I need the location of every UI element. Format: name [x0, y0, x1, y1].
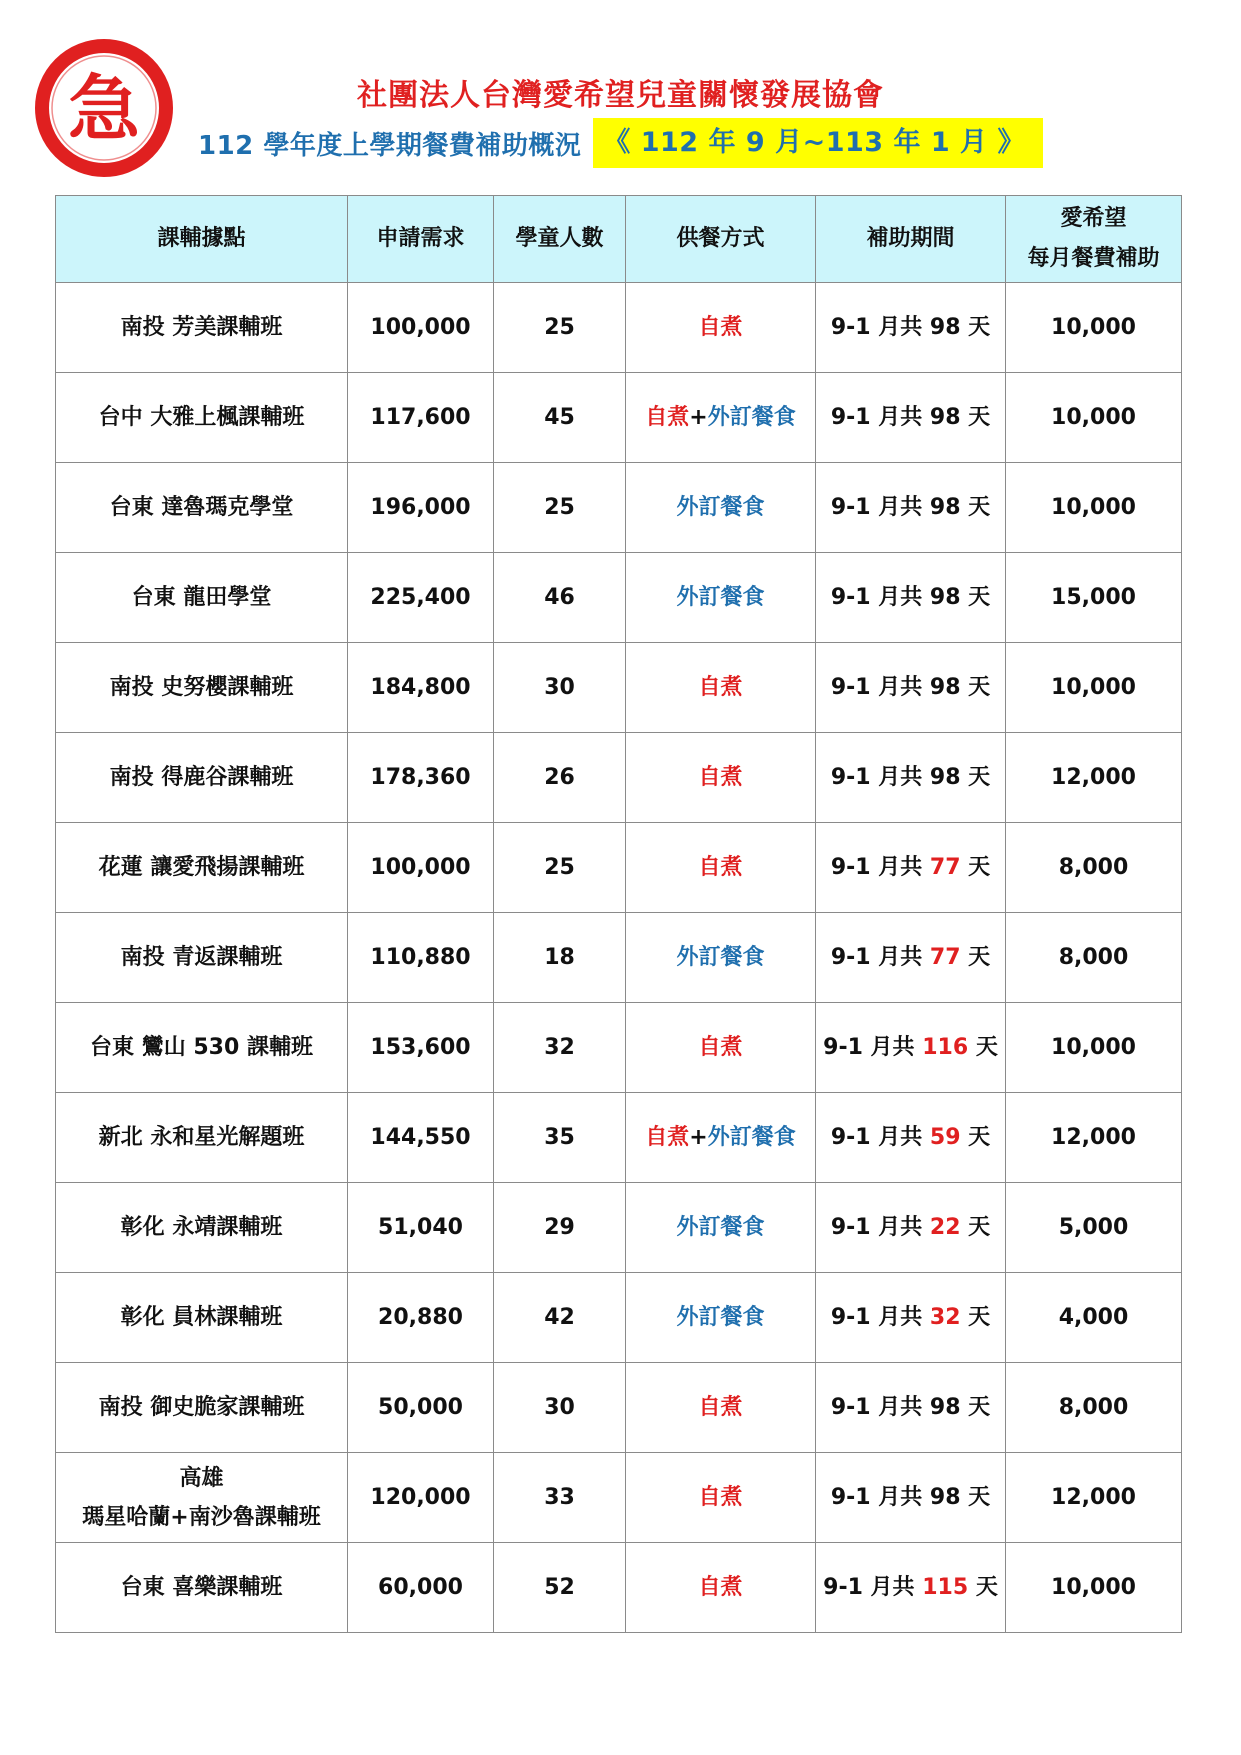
- cell-period: [816, 1183, 1006, 1273]
- period-suffix: 天: [960, 1215, 991, 1240]
- cell-meal-method: [626, 1183, 816, 1273]
- period-days: 32: [929, 1305, 961, 1330]
- cell-meal-method: [626, 1273, 816, 1363]
- table-row: [56, 283, 1182, 373]
- table-row: [56, 463, 1182, 553]
- cell-subsidy: 12,000: [1006, 1093, 1182, 1183]
- header-site: 課輔據點: [56, 196, 348, 283]
- cell-period: [816, 283, 1006, 373]
- site-line: 高雄: [179, 1465, 224, 1491]
- table-row: [56, 373, 1182, 463]
- cell-students: 35: [494, 1093, 626, 1183]
- period-prefix: 9-1 月共: [830, 1215, 930, 1240]
- site-line: 台東 喜樂課輔班: [120, 1575, 283, 1600]
- cell-site: [56, 463, 348, 553]
- cell-period: [816, 1093, 1006, 1183]
- meal-ordered: 外訂餐食: [676, 585, 765, 610]
- cell-students: 29: [494, 1183, 626, 1273]
- period-suffix: 天: [960, 945, 991, 970]
- cell-students: 45: [494, 373, 626, 463]
- period-prefix: 9-1 月共: [830, 495, 930, 520]
- cell-site: [56, 1363, 348, 1453]
- site-line: 花蓮 讓愛飛揚課輔班: [98, 855, 305, 880]
- table-row: [56, 1003, 1182, 1093]
- table-row: [56, 1273, 1182, 1363]
- meal-self-cook: 自煮: [698, 765, 743, 790]
- period-days: 59: [929, 1125, 961, 1150]
- cell-period: [816, 1543, 1006, 1633]
- cell-meal-method: [626, 913, 816, 1003]
- period-prefix: 9-1 月共: [830, 405, 930, 430]
- period-days: 98: [929, 585, 961, 610]
- cell-site: [56, 373, 348, 463]
- cell-subsidy: 10,000: [1006, 1003, 1182, 1093]
- meal-self-cook: 自煮: [645, 1125, 690, 1150]
- period-days: 22: [929, 1215, 961, 1240]
- report-subtitle: 112 學年度上學期餐費補助概況: [198, 130, 582, 161]
- period-prefix: 9-1 月共: [823, 1575, 923, 1600]
- site-line: 南投 芳美課輔班: [120, 315, 283, 340]
- cell-request: 120,000: [348, 1453, 494, 1543]
- cell-site: [56, 1093, 348, 1183]
- meal-ordered: 外訂餐食: [676, 1305, 765, 1330]
- period-prefix: 9-1 月共: [830, 585, 930, 610]
- cell-site: [56, 1543, 348, 1633]
- header-subsidy-line2: 每月餐費補助: [1027, 246, 1160, 271]
- cell-request: 51,040: [348, 1183, 494, 1273]
- period-suffix: 天: [960, 1305, 991, 1330]
- cell-period: [816, 823, 1006, 913]
- table-row: [56, 1093, 1182, 1183]
- site-line: 瑪星哈蘭+南沙魯課輔班: [82, 1504, 321, 1530]
- cell-meal-method: [626, 733, 816, 823]
- cell-site: [56, 733, 348, 823]
- meal-subsidy-table: [55, 195, 1182, 1633]
- cell-subsidy: 10,000: [1006, 283, 1182, 373]
- cell-subsidy: 5,000: [1006, 1183, 1182, 1273]
- cell-subsidy: 10,000: [1006, 463, 1182, 553]
- table-header-row: [56, 196, 1182, 283]
- meal-plus: +: [689, 405, 708, 430]
- table-row: [56, 1183, 1182, 1273]
- cell-request: 100,000: [348, 823, 494, 913]
- cell-students: 25: [494, 283, 626, 373]
- cell-site: [56, 553, 348, 643]
- subtitle-row: [198, 118, 1043, 168]
- cell-meal-method: [626, 283, 816, 373]
- meal-plus: +: [689, 1125, 708, 1150]
- cell-request: 117,600: [348, 373, 494, 463]
- period-days: 98: [929, 765, 961, 790]
- period-prefix: 9-1 月共: [830, 765, 930, 790]
- table-row: [56, 1453, 1182, 1543]
- cell-period: [816, 733, 1006, 823]
- header-monthly-subsidy: [1006, 196, 1182, 283]
- period-prefix: 9-1 月共: [830, 675, 930, 700]
- table-row: [56, 1543, 1182, 1633]
- cell-subsidy: 4,000: [1006, 1273, 1182, 1363]
- period-days: 98: [929, 405, 961, 430]
- period-days: 98: [929, 1485, 961, 1510]
- period-days: 98: [929, 675, 961, 700]
- cell-students: 30: [494, 1363, 626, 1453]
- site-line: 南投 得鹿谷課輔班: [109, 765, 294, 790]
- header-students: 學童人數: [494, 196, 626, 283]
- cell-period: [816, 1453, 1006, 1543]
- cell-request: 20,880: [348, 1273, 494, 1363]
- cell-subsidy: 8,000: [1006, 913, 1182, 1003]
- period-prefix: 9-1 月共: [830, 315, 930, 340]
- period-days: 116: [922, 1035, 969, 1060]
- site-line: 南投 青返課輔班: [120, 945, 283, 970]
- cell-students: 18: [494, 913, 626, 1003]
- period-prefix: 9-1 月共: [830, 1125, 930, 1150]
- meal-self-cook: 自煮: [698, 1395, 743, 1420]
- cell-site: [56, 1003, 348, 1093]
- cell-students: 32: [494, 1003, 626, 1093]
- table-row: [56, 733, 1182, 823]
- site-line: 新北 永和星光解題班: [98, 1125, 305, 1150]
- cell-subsidy: 15,000: [1006, 553, 1182, 643]
- cell-subsidy: 10,000: [1006, 1543, 1182, 1633]
- meal-ordered: 外訂餐食: [676, 495, 765, 520]
- table-row: [56, 553, 1182, 643]
- cell-students: 30: [494, 643, 626, 733]
- meal-ordered: 外訂餐食: [707, 1125, 796, 1150]
- period-suffix: 天: [960, 495, 991, 520]
- cell-meal-method: [626, 643, 816, 733]
- meal-self-cook: 自煮: [698, 1485, 743, 1510]
- period-highlight: 《 112 年 9 月~113 年 1 月 》: [593, 118, 1043, 168]
- cell-period: [816, 1003, 1006, 1093]
- period-suffix: 天: [960, 1395, 991, 1420]
- period-days: 98: [929, 1395, 961, 1420]
- cell-request: 178,360: [348, 733, 494, 823]
- period-prefix: 9-1 月共: [830, 1395, 930, 1420]
- cell-site: [56, 1453, 348, 1543]
- period-suffix: 天: [960, 675, 991, 700]
- meal-self-cook: 自煮: [698, 315, 743, 340]
- table-row: [56, 643, 1182, 733]
- cell-subsidy: 10,000: [1006, 643, 1182, 733]
- cell-site: [56, 823, 348, 913]
- cell-meal-method: [626, 823, 816, 913]
- period-prefix: 9-1 月共: [830, 1485, 930, 1510]
- cell-site: [56, 1183, 348, 1273]
- table-row: [56, 913, 1182, 1003]
- header-request: 申請需求: [348, 196, 494, 283]
- header-subsidy-line1: 愛希望: [1060, 206, 1127, 231]
- period-suffix: 天: [960, 405, 991, 430]
- period-days: 98: [929, 495, 961, 520]
- site-line: 台東 達魯瑪克學堂: [109, 495, 294, 520]
- cell-subsidy: 8,000: [1006, 1363, 1182, 1453]
- cell-meal-method: [626, 1093, 816, 1183]
- table-row: [56, 823, 1182, 913]
- cell-period: [816, 373, 1006, 463]
- period-suffix: 天: [960, 765, 991, 790]
- cell-meal-method: [626, 553, 816, 643]
- cell-subsidy: 12,000: [1006, 1453, 1182, 1543]
- cell-meal-method: [626, 1363, 816, 1453]
- cell-students: 42: [494, 1273, 626, 1363]
- cell-period: [816, 1363, 1006, 1453]
- period-suffix: 天: [968, 1575, 998, 1600]
- cell-meal-method: [626, 1003, 816, 1093]
- meal-self-cook: 自煮: [698, 1035, 743, 1060]
- cell-request: 50,000: [348, 1363, 494, 1453]
- period-prefix: 9-1 月共: [830, 945, 930, 970]
- cell-meal-method: [626, 1543, 816, 1633]
- site-line: 台中 大雅上楓課輔班: [98, 405, 305, 430]
- organization-name: 社團法人台灣愛希望兒童關懷發展協會: [357, 78, 884, 113]
- cell-period: [816, 553, 1006, 643]
- site-line: 南投 史努櫻課輔班: [109, 675, 294, 700]
- cell-request: 60,000: [348, 1543, 494, 1633]
- site-line: 彰化 永靖課輔班: [120, 1215, 283, 1240]
- cell-request: 153,600: [348, 1003, 494, 1093]
- cell-students: 33: [494, 1453, 626, 1543]
- period-days: 115: [922, 1575, 969, 1600]
- cell-students: 25: [494, 463, 626, 553]
- meal-ordered: 外訂餐食: [707, 405, 796, 430]
- cell-subsidy: 10,000: [1006, 373, 1182, 463]
- meal-self-cook: 自煮: [698, 675, 743, 700]
- cell-subsidy: 8,000: [1006, 823, 1182, 913]
- period-suffix: 天: [960, 855, 991, 880]
- meal-self-cook: 自煮: [645, 405, 690, 430]
- cell-subsidy: 12,000: [1006, 733, 1182, 823]
- cell-site: [56, 283, 348, 373]
- stamp-glyph: 急: [67, 67, 141, 151]
- period-suffix: 天: [960, 315, 991, 340]
- meal-self-cook: 自煮: [698, 855, 743, 880]
- cell-request: 184,800: [348, 643, 494, 733]
- cell-request: 144,550: [348, 1093, 494, 1183]
- cell-meal-method: [626, 1453, 816, 1543]
- period-suffix: 天: [968, 1035, 998, 1060]
- cell-site: [56, 1273, 348, 1363]
- meal-ordered: 外訂餐食: [676, 945, 765, 970]
- cell-site: [56, 643, 348, 733]
- cell-period: [816, 1273, 1006, 1363]
- period-prefix: 9-1 月共: [823, 1035, 923, 1060]
- site-line: 台東 鸞山 530 課輔班: [90, 1035, 313, 1060]
- header-period: 補助期間: [816, 196, 1006, 283]
- meal-ordered: 外訂餐食: [676, 1215, 765, 1240]
- header-meal-method: 供餐方式: [626, 196, 816, 283]
- table-row: [56, 1363, 1182, 1453]
- period-suffix: 天: [960, 1125, 991, 1150]
- period-days: 77: [929, 855, 961, 880]
- period-prefix: 9-1 月共: [830, 1305, 930, 1330]
- meal-self-cook: 自煮: [698, 1575, 743, 1600]
- site-line: 彰化 員林課輔班: [120, 1305, 283, 1330]
- site-line: 台東 龍田學堂: [131, 585, 272, 610]
- cell-request: 196,000: [348, 463, 494, 553]
- cell-request: 100,000: [348, 283, 494, 373]
- cell-period: [816, 463, 1006, 553]
- cell-meal-method: [626, 463, 816, 553]
- cell-students: 46: [494, 553, 626, 643]
- period-prefix: 9-1 月共: [830, 855, 930, 880]
- site-line: 南投 御史脆家課輔班: [98, 1395, 305, 1420]
- period-suffix: 天: [960, 1485, 991, 1510]
- period-days: 77: [929, 945, 961, 970]
- cell-students: 25: [494, 823, 626, 913]
- cell-site: [56, 913, 348, 1003]
- cell-period: [816, 913, 1006, 1003]
- cell-meal-method: [626, 373, 816, 463]
- cell-students: 26: [494, 733, 626, 823]
- cell-request: 110,880: [348, 913, 494, 1003]
- cell-students: 52: [494, 1543, 626, 1633]
- period-suffix: 天: [960, 585, 991, 610]
- cell-period: [816, 643, 1006, 733]
- cell-request: 225,400: [348, 553, 494, 643]
- period-days: 98: [929, 315, 961, 340]
